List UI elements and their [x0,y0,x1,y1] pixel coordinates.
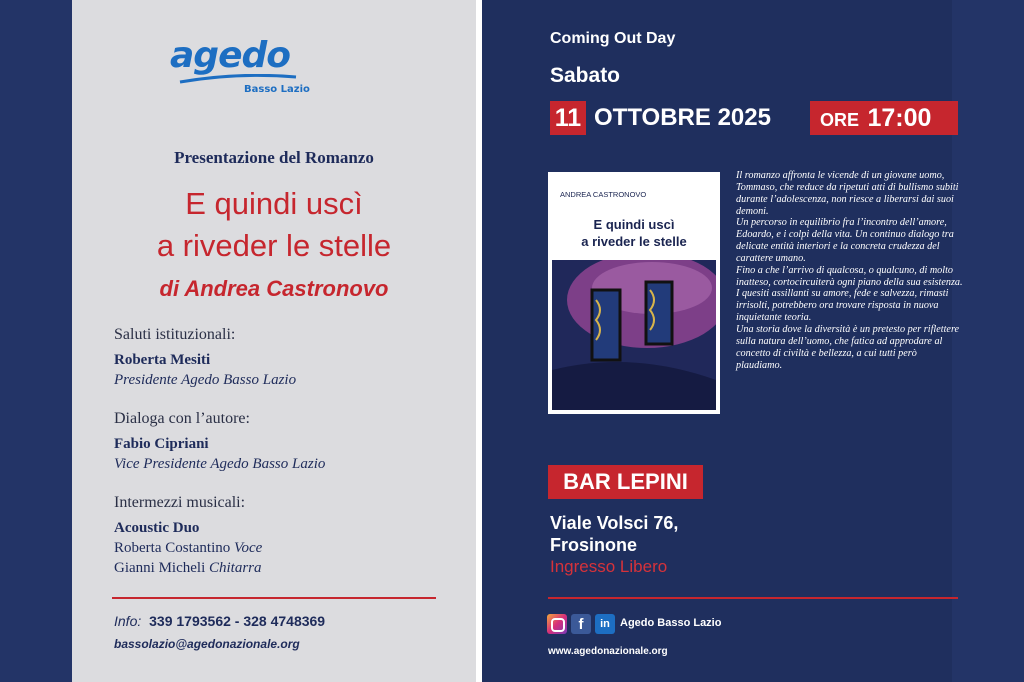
panel-divider [476,0,482,682]
info-line [114,613,325,629]
left-divider [112,597,436,599]
member-name: Roberta Costantino [114,540,231,556]
logo-swoosh-icon [178,74,298,84]
music-label: Intermezzi musicali: [114,494,246,511]
left-edge-stripe [0,0,72,682]
greetings-label: Saluti istituzionali: [114,326,236,343]
dialogue-section [114,410,325,473]
member-instrument: Chitarra [208,560,262,576]
time-prefix: ORE [820,110,860,130]
book-title-line2: a riveder le stelle [156,228,392,263]
website-link[interactable]: www.agedonazionale.org [548,646,668,657]
facebook-icon[interactable]: f [571,614,591,634]
venue-address [550,512,678,556]
cover-author: ANDREA CASTRONOVO [560,190,647,199]
event-day: Sabato [550,64,621,87]
dialogue-name: Fabio Cipriani [114,436,209,452]
cover-title-line2: a riveder le stelle [581,234,687,249]
book-title-line1: E quindi uscì [185,186,363,221]
greetings-role: Presidente Agedo Basso Lazio [114,372,297,388]
dialogue-label: Dialoga con l’autore: [114,410,250,427]
right-divider [548,597,958,599]
agedo-logo [150,36,310,76]
music-section [114,494,262,577]
greetings-section [114,326,296,389]
address-line1: Viale Volsci 76, [550,513,679,533]
greetings-name: Roberta Mesiti [114,352,211,368]
book-cover [548,172,720,414]
info-email[interactable]: bassolazio@agedonazionale.org [114,637,300,651]
info-label: Info: [114,613,142,629]
music-member [114,560,262,577]
linkedin-icon[interactable]: in [595,614,615,634]
cover-title [552,216,716,250]
time-value: 17:00 [867,104,932,132]
dialogue-role: Vice Presidente Agedo Basso Lazio [114,456,326,472]
presentation-heading: Presentazione del Romanzo [174,148,374,167]
event-time-badge [810,101,958,135]
member-name: Gianni Micheli [114,560,206,576]
address-line2: Frosinone [550,535,638,555]
book-description [736,170,964,371]
book-author: di Andrea Castronovo [159,276,389,301]
member-instrument: Voce [234,540,263,556]
description-paragraph: Un percorso in equilibrio fra l’incontro dell’amore, Edoardo, e i colpi della vita. Un continuo dialogo tra delicate entità interiori e la concreta crudezza del carattere umano. [736,217,954,264]
description-paragraph: Una storia dove la diversità è un pretesto per riflettere sulla natura dell’uomo, che fatica ad approdare al concetto di civiltà e bellezza, a cui tutti però plaudiamo. [736,323,960,371]
logo-wordmark: agedo [170,35,290,76]
description-paragraph: I quesiti assillanti su amore, fede e salvezza, rimasti irrisolti, potrebbero ora trovare risposta in nuova inquietante teoria. [736,288,949,324]
social-label: Agedo Basso Lazio [620,617,722,629]
venue-name: BAR LEPINI [548,465,703,499]
music-group: Acoustic Duo [114,520,200,536]
book-cover-art [552,176,716,410]
cover-illustration [552,260,716,410]
date-month-year: OTTOBRE 2025 [594,104,771,131]
entry-info: Ingresso Libero [550,557,668,576]
event-name: Coming Out Day [550,30,676,47]
description-paragraph: Il romanzo affronta le vicende di un giovane uomo, Tommaso, che reduce da ripetuti atti di bullismo subiti durante l’adolescenza, non riesce a liberarsi dai suoi demoni. [736,170,959,217]
logo-subtitle: Basso Lazio [244,84,310,95]
date-number: 11 [550,101,586,135]
music-member [114,540,262,557]
description-paragraph: Fino a che l’arrivo di qualcosa, o qualcuno, di molto inatteso, cortocircuiterà ogni piano della sua esistenza. [736,264,963,288]
cover-title-line1: E quindi uscì [593,217,675,232]
instagram-icon[interactable] [547,614,567,634]
info-phones[interactable]: 339 1793562 - 328 4748369 [149,613,326,629]
